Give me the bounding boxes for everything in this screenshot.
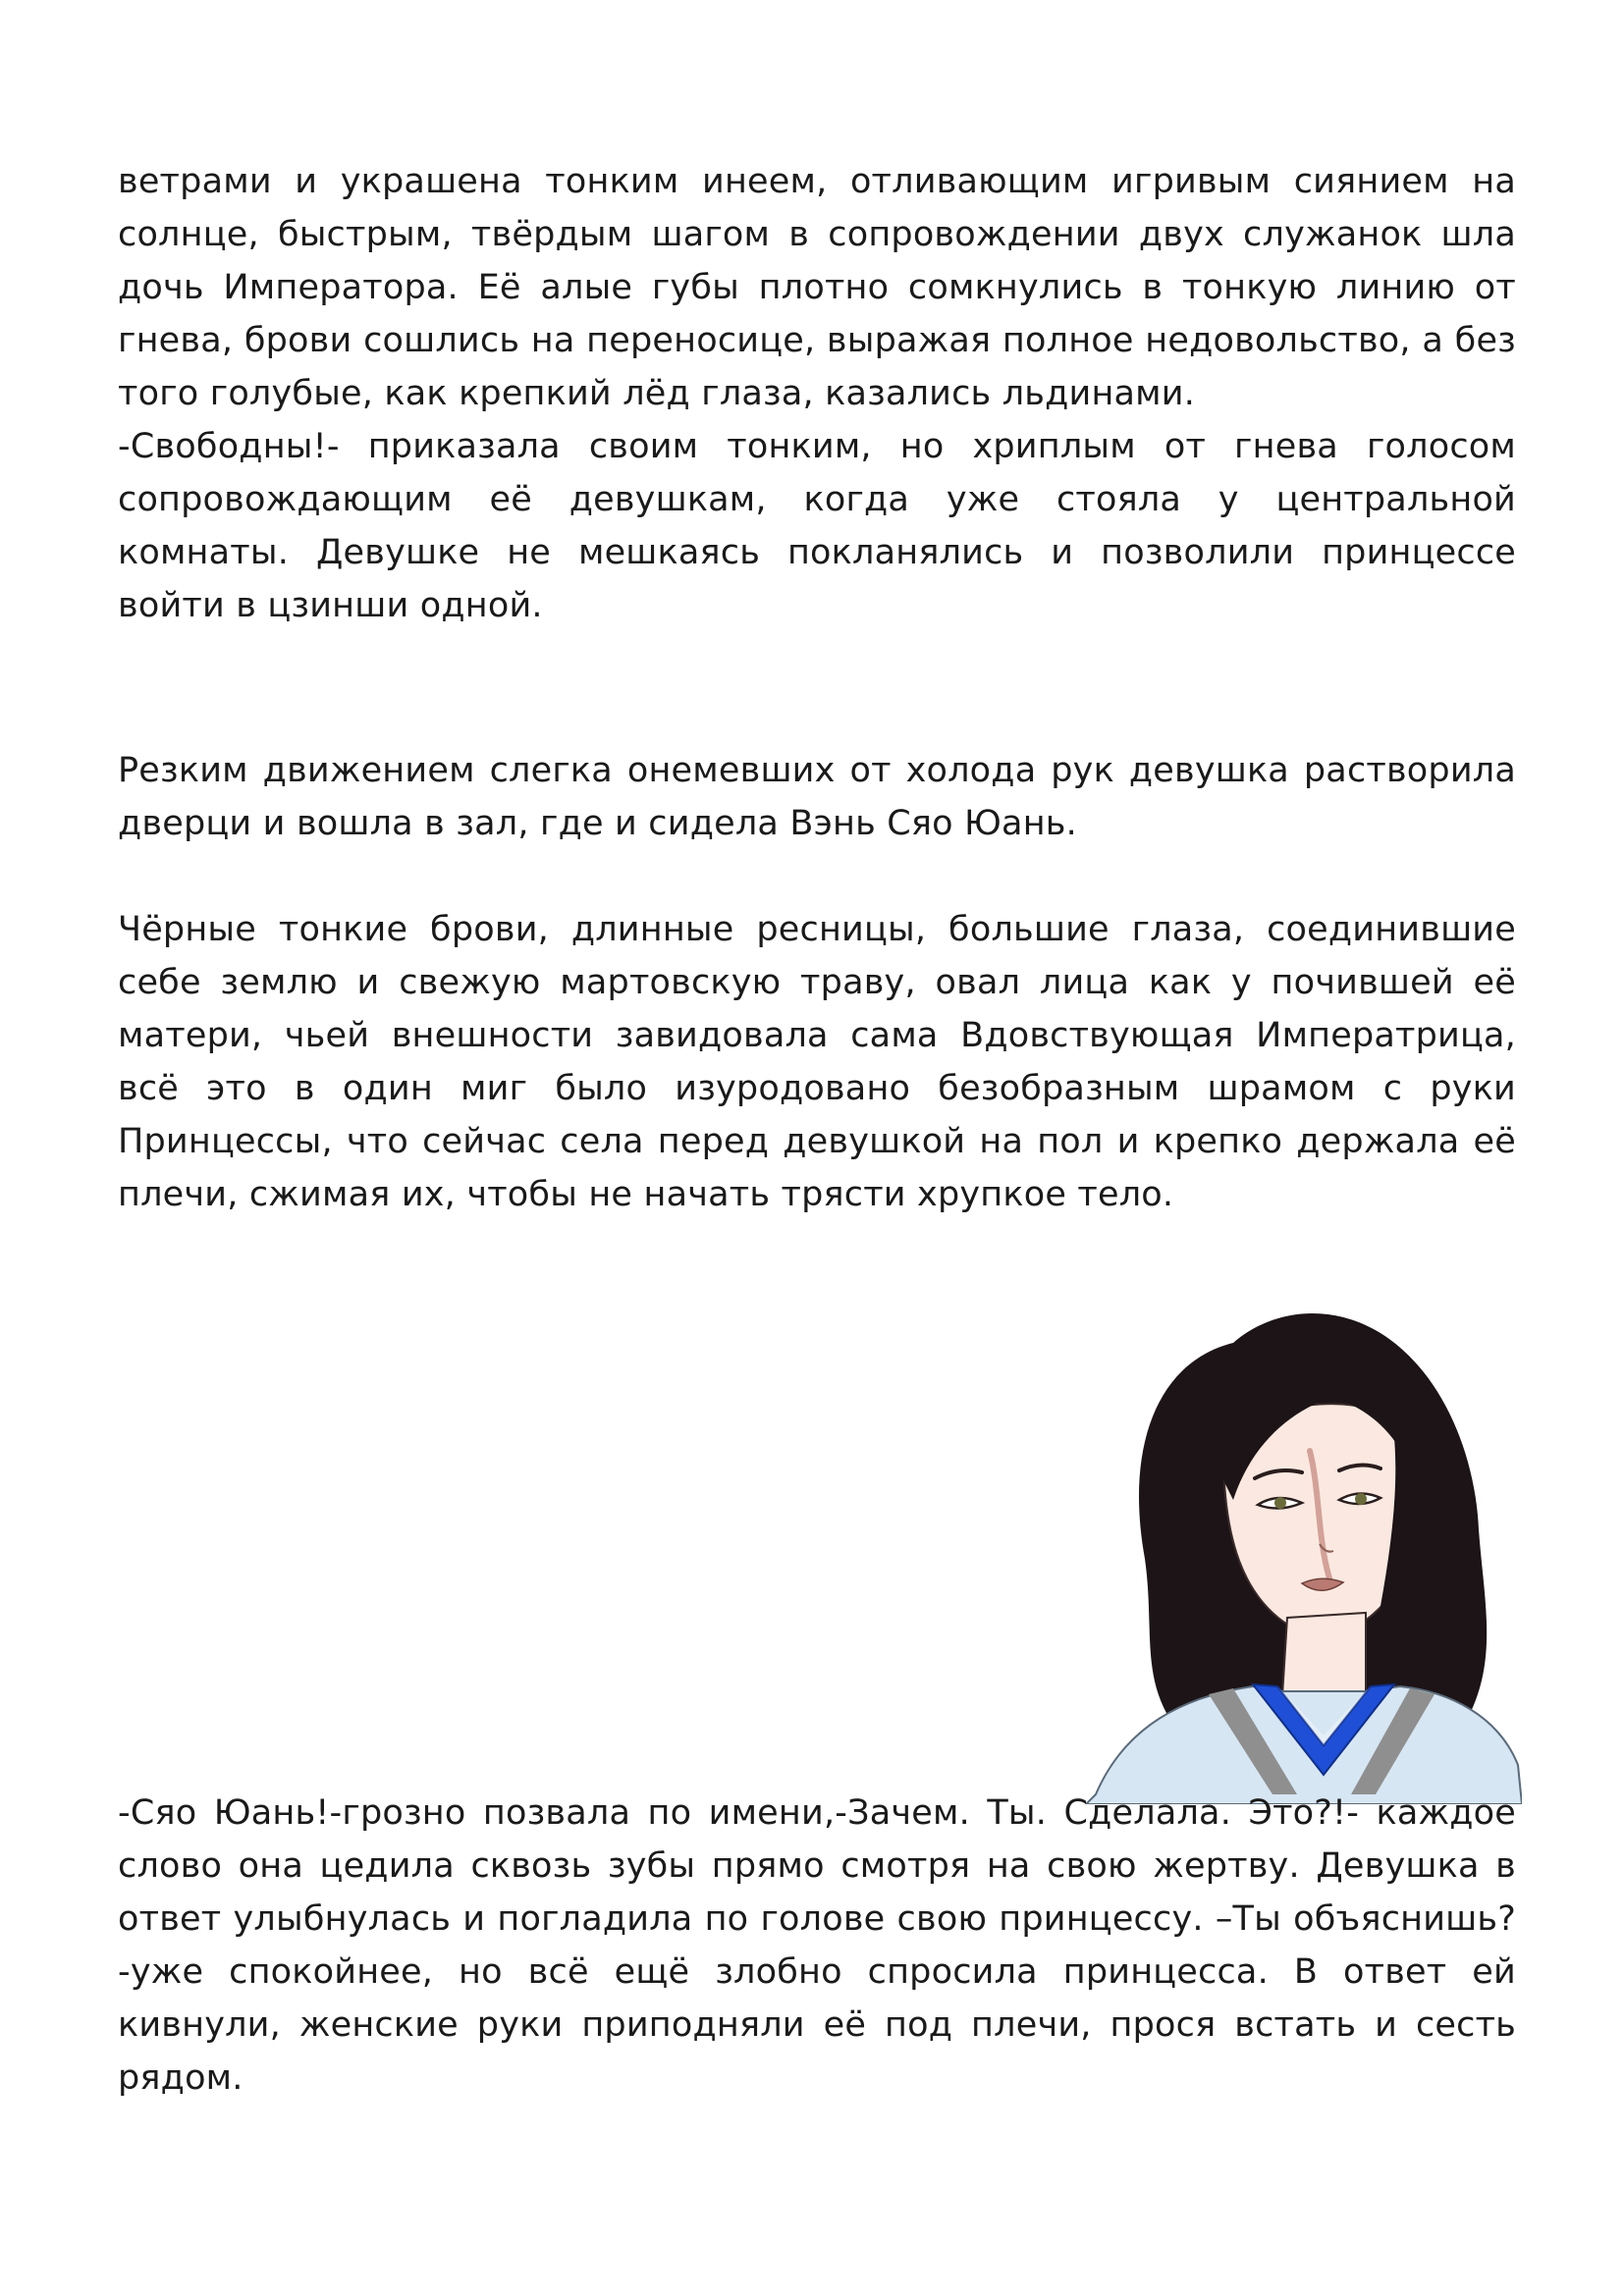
text-block-1 [118, 155, 1516, 632]
paragraph-3: Резким движением слегка онемевших от холода рук девушка растворила дверци и вошла в зал, где и сидела Вэнь Сяо Юань. [118, 751, 1516, 843]
paragraph-4: Чёрные тонкие брови, длинные ресницы, большие глаза, соединившие себе землю и свежую мартовскую траву, овал лица как у почившей её матери, чьей внешности завидовала сама Вдовствующая Императрица, всё это в один миг было изуродовано безобразным шрамом с руки Принцессы, что сейчас села перед девушкой на пол и крепко держала её плечи, сжимая их, чтобы не начать трясти хрупкое тело. [118, 910, 1516, 1214]
portrait-illustration [1086, 1304, 1522, 1804]
portrait-svg [1086, 1304, 1522, 1804]
paragraph-2: -Свободны!- приказала своим тонким, но хриплым от гнева голосом сопровождающим её девушкам, когда уже стояла у центральной комнаты. Девушке не мешкаясь покланялись и позволили принцессе войти в цзинши одной. [118, 427, 1516, 625]
text-block-2 [118, 744, 1516, 850]
text-block-3 [118, 903, 1516, 1221]
text-block-4 [118, 1787, 1516, 2105]
paragraph-5: -Сяо Юань!-грозно позвала по имени,-Зачем. Ты. Сделала. Это?!- каждое слово она цедила сквозь зубы прямо смотря на свою жертву. Девушка в ответ улыбнулась и погладила по голове свою принцессу. –Ты объяснишь?-уже спокойнее, но всё ещё злобно спросила принцесса. В ответ ей кивнули, женские руки приподняли её под плечи, прося встать и сесть рядом. [118, 1793, 1516, 2098]
paragraph-1: ветрами и украшена тонким инеем, отливающим игривым сиянием на солнце, быстрым, твёрдым шагом в сопровождении двух служанок шла дочь Императора. Её алые губы плотно сомкнулись в тонкую линию от гнева, брови сошлись на переносице, выражая полное недовольство, а без того голубые, как крепкий лёд глаза, казались льдинами. [118, 162, 1516, 413]
